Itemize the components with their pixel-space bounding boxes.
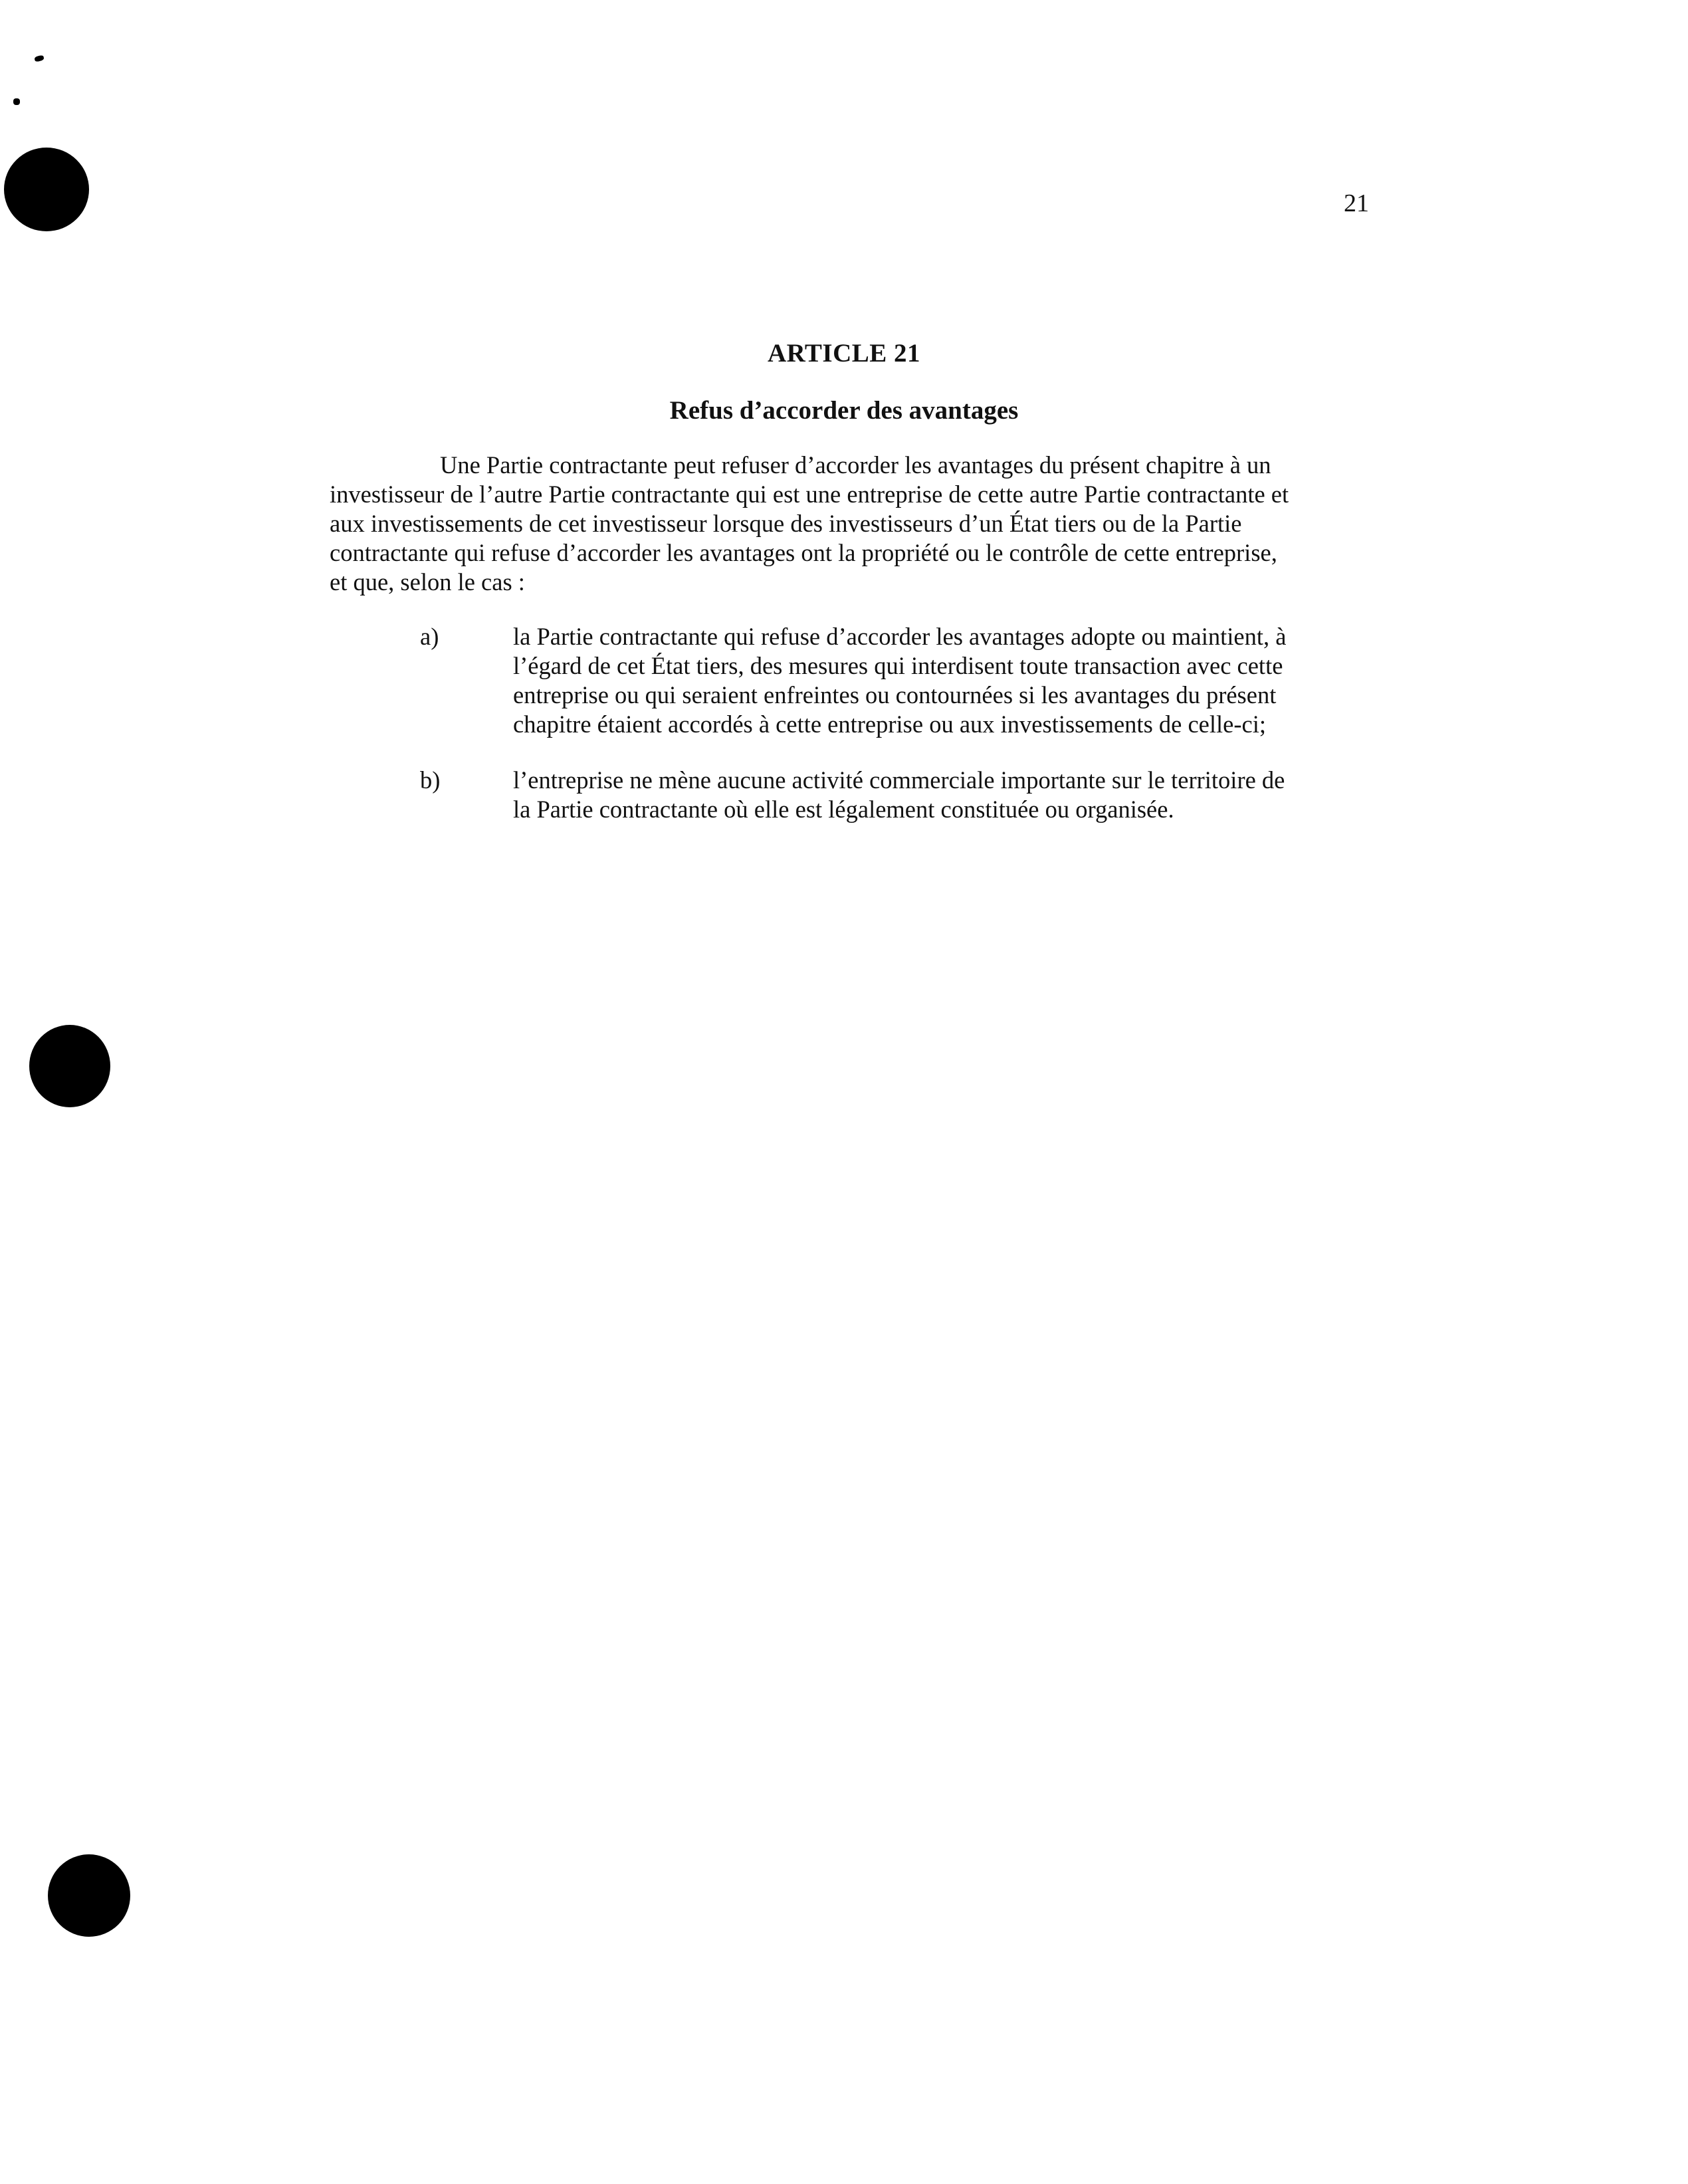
- paragraph-line: aux investissements de cet investisseur lorsque des investisseurs d’un État tiers ou de la Partie: [330, 510, 1242, 537]
- scan-speck: [34, 55, 45, 62]
- list-item-line: l’entreprise ne mène aucune activité commerciale importante sur le territoire de: [513, 766, 1285, 794]
- list-item-line: l’égard de cet État tiers, des mesures qui interdisent toute transaction avec cette: [513, 652, 1283, 679]
- paragraph-line: contractante qui refuse d’accorder les avantages ont la propriété ou le contrôle de cette entreprise,: [330, 539, 1277, 566]
- list-marker: b): [420, 766, 441, 794]
- list-item-body: [513, 766, 1377, 824]
- list-marker: a): [420, 623, 439, 650]
- intro-paragraph: [330, 451, 1366, 597]
- list-item-line: la Partie contractante qui refuse d’accorder les avantages adopte ou maintient, à: [513, 623, 1287, 650]
- page-number: 21: [1344, 189, 1369, 217]
- list-item-line: chapitre étaient accordés à cette entreprise ou aux investissements de celle-ci;: [513, 710, 1266, 738]
- punch-hole-middle: [29, 1025, 110, 1107]
- punch-hole-top: [4, 148, 89, 231]
- article-title: ARTICLE 21: [767, 339, 921, 368]
- list-item-line: la Partie contractante où elle est légalement constituée ou organisée.: [513, 796, 1174, 823]
- paragraph-line: et que, selon le cas :: [330, 568, 525, 596]
- list-item-line: entreprise ou qui seraient enfreintes ou contournées si les avantages du présent: [513, 681, 1277, 709]
- list-item-body: [513, 622, 1377, 739]
- article-subtitle: Refus d’accorder des avantages: [669, 396, 1019, 425]
- punch-hole-bottom: [48, 1854, 130, 1937]
- paragraph-line: investisseur de l’autre Partie contractante qui est une entreprise de cette autre Partie contractante et: [330, 481, 1289, 508]
- paragraph-line: Une Partie contractante peut refuser d’accorder les avantages du présent chapitre à un: [440, 451, 1271, 479]
- scan-speck: [13, 98, 20, 105]
